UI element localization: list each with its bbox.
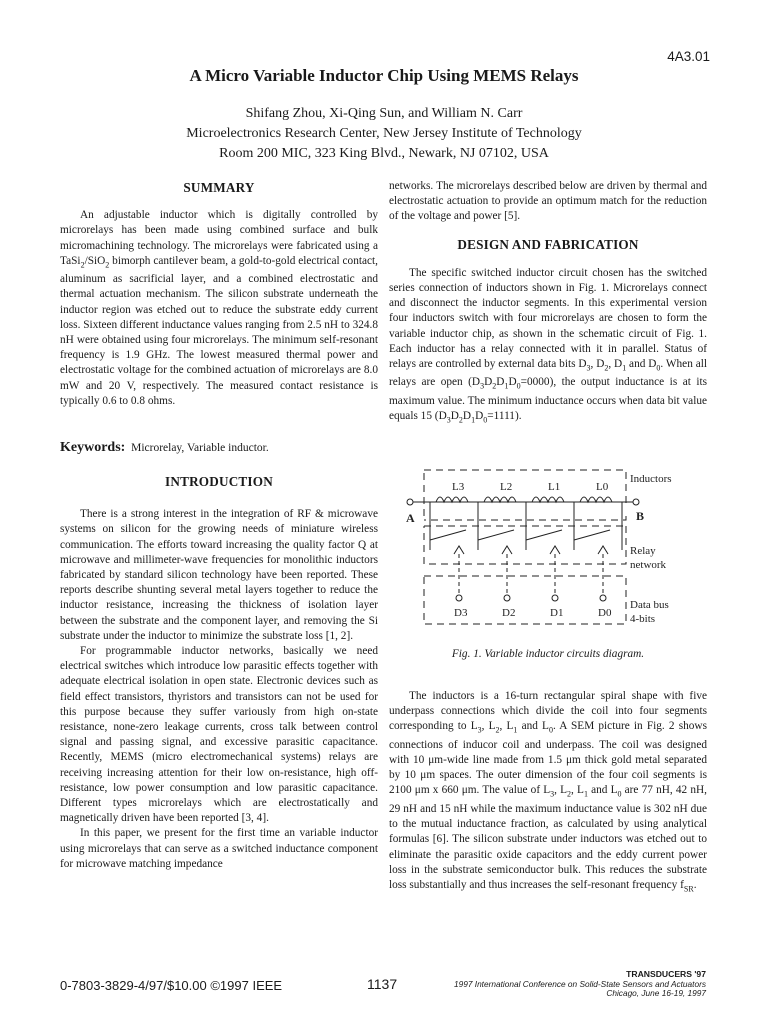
design-paragraph-1: The specific switched inductor circuit chosen has the switched series connection of inductors shown in Fig. 1. Microrelays connect and disconnect the inductor segments. In this experimental version four inductors switch with four microrelays are chosen to form the variable inductor chip, as shown in the schematic circuit of Fig. 1. Each inductor has a relay connected with it in parallel. Status of relays are controlled by external data bits $D_3$, $D_2$, $D_1$ and $D_0$. When all relays are open $(D_3D_2D_1D_0=0000)$, the output inductance is at its maximum value. The minimum inductance occurs when data bit value equals 15 $(D_3D_2D_1D_0=1111)$. <box>389 266 707 425</box>
conference-line-2: Chicago, June 16-19, 1997 <box>606 988 706 999</box>
keywords: Keywords: Microrelay, Variable inductor. <box>60 440 269 455</box>
intro-paragraph-2: For programmable inductor networks, basically we need electrical switches which introduce low parasitic effects together with adequate electrical isolation in open state. Electronic devices such as field effect transistors, thyristors and transistors can not be used for this purpose because they suffer variously from high on-state resistance, none-zero leakage currents, cross talk between control signal and passing signal, and excessive parasitic capacitance. Recently, MEMS (micro electromechanical systems) relays are receiving increasing attention for their low on-resistance, high off-resistance, low power consumption and low parasitic capacitance. Different types microrelays which are electrostatically and magnetically driven have been reported [3, 4]. <box>60 645 378 825</box>
paper-title: A Micro Variable Inductor Chip Using MEMS Relays <box>189 66 579 85</box>
bit-label-2: D1 <box>550 607 564 619</box>
inductor-label-0: L3 <box>452 481 465 493</box>
inductor-label-1: L2 <box>500 481 513 493</box>
paper-code: 4A3.01 <box>667 49 710 64</box>
continued-paragraph: networks. The microrelays described below are driven by thermal and electrostatic actuation to provide an optimum match for the reduction of the voltage and power [5]. <box>389 180 707 223</box>
inductor-label-2: L1 <box>548 481 561 493</box>
design-paragraph-2: The inductors is a 16-turn rectangular spiral shape with five underpass connections which divide the coil into four segments corresponding to $L_3$, $L_2$, $L_1$ and $L_0$. A SEM picture in Fig. 2 shows connections of inducor coil and underpass. The coil was designed with 10 μm-wide line made from 1.5 μm thick gold metal separated by 10 μm spaces. The outer dimension of the four coil segments is 2100 μm x 660 μm. The value of $L_3$, $L_2$, $L_1$ and $L_0$ are 77 nH, 42 nH, 29 nH and 15 nH while the maximum inductance value is 302 nH due to the mutual inductance fraction, as calculated by using analytical formulas [6]. The silicon substrate under inductors was etched out to eliminate the parasitic oxide capacitors and the eddy current power loss in the substrate semiconductor bulk. This reduces the substrate loss substantially and thus increases the self-resonant frequency $f_{SR}$. <box>389 690 707 894</box>
footer-isbn: 0-7803-3829-4/97/$10.00 ©1997 IEEE <box>60 978 283 993</box>
conference-line-1: 1997 International Conference on Solid-State Sensors and Actuators <box>454 978 706 989</box>
summary-section <box>60 180 378 409</box>
summary-text: An adjustable inductor which is digitally controlled by microrelays has been made using combined surface and bulk micromachining technology. The microrelays were fabricated using a TaSi$_2$/SiO$_2$ bimorph cantilever beam, a gold-to-gold electrical contact, aluminum as sacrificial layer, and a combined electrostatic and thermal actuation mechanism. The silicon substrate underneath the inductor region was etched out to reduce the substrate eddy current loss. Sixteen different inductance values ranging from 2.5 nH to 324.8 nH were obtained using four microrelays. The minimum self-resonant frequency is 1.9 GHz. The lowest measured thermal power and electrostatic voltage for the combined actuation of microrelays are 8.0 mW and 20 V, respectively. The measured contact resistance is typically 0.6 to 0.8 ohms. <box>60 209 378 407</box>
author-block <box>0 104 768 164</box>
conference-name: TRANSDUCERS '97 <box>626 969 706 979</box>
databus-label-1: Data bus <box>630 599 669 611</box>
databus-label-2: 4-bits <box>630 613 656 625</box>
introduction-heading: INTRODUCTION <box>165 474 273 489</box>
node-b-label: B <box>636 509 645 523</box>
bit-label-3: D0 <box>598 607 612 619</box>
intro-paragraph-1: There is a strong interest in the integration of RF & microwave systems on silicon for the growing needs of miniature wireless communication. The efforts toward increasing the quality factor Q at microwave and millimeter-wave frequencies for monolithic inductors fabricated by standard silicon technology have been reported. These reports describe shunting several metal layers together to reduce the inductor resistance, increasing the thickness of isolation layer between the substrate and the component layer, and removing the Si substrate under the inductor to minimize the substrate loss [1, 2]. <box>60 508 378 642</box>
relay-label-1: Relay <box>630 545 656 557</box>
relay-label-2: network <box>630 559 667 571</box>
right-column-top <box>389 179 707 428</box>
introduction-section <box>60 474 378 872</box>
bit-label-0: D3 <box>454 607 468 619</box>
affiliation: Microelectronics Research Center, New Jersey Institute of Technology <box>186 126 582 141</box>
authors: Shifang Zhou, Xi-Qing Sun, and William N. Carr <box>245 106 523 121</box>
keywords-text: Microrelay, Variable inductor. <box>131 442 269 454</box>
figure-caption: Fig. 1. Variable inductor circuits diagram. <box>451 648 645 660</box>
address: Room 200 MIC, 323 King Blvd., Newark, NJ 07102, USA <box>219 146 549 161</box>
inductor-label-3: L0 <box>596 481 609 493</box>
footer-page-number: 1137 <box>367 976 398 992</box>
design-heading: DESIGN AND FABRICATION <box>457 236 639 252</box>
node-a-label: A <box>406 511 415 525</box>
circuit-diagram <box>404 464 704 640</box>
right-column-bottom <box>389 689 707 896</box>
keywords-label: Keywords <box>60 440 121 455</box>
footer-conference <box>454 970 706 999</box>
summary-heading: SUMMARY <box>183 180 255 195</box>
bit-label-1: D2 <box>502 607 516 619</box>
inductors-label: Inductors <box>630 473 672 485</box>
intro-paragraph-3: In this paper, we present for the first time an variable inductor using microrelays that can serve as a switched inductance component for microwave matching impedance <box>60 827 378 870</box>
